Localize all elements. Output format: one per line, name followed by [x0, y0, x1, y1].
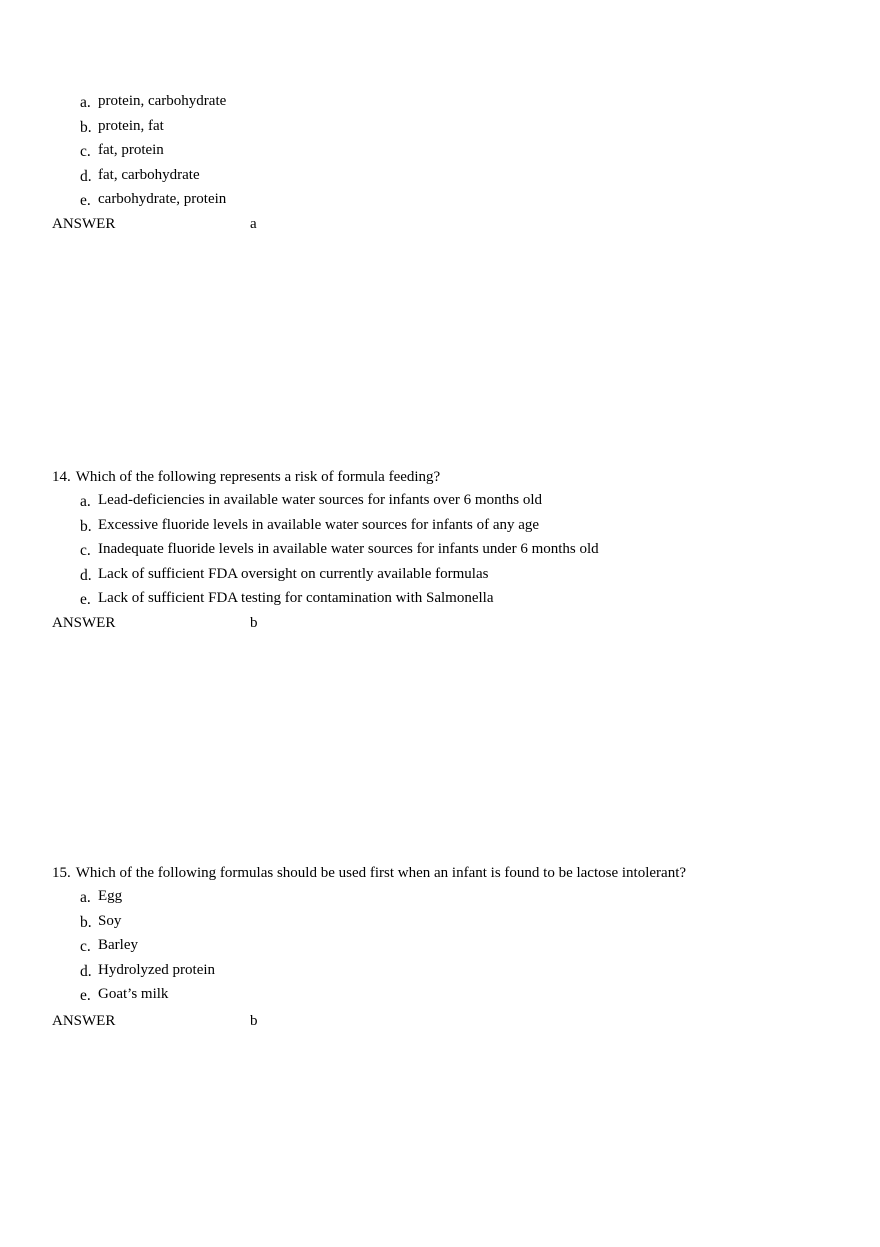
option-letter: c.: [80, 143, 91, 160]
question-15-option-b: [52, 909, 686, 934]
question-14-option-c: [52, 537, 599, 562]
question-14-option-a: [52, 488, 543, 513]
answer-label: ANSWER: [52, 614, 116, 631]
option-text: Inadequate fluoride levels in available water sources for infants under 6 months old: [98, 541, 599, 557]
question-number: 15.: [52, 865, 71, 881]
question-14-block: [52, 466, 599, 635]
option-letter: c.: [80, 938, 91, 955]
option-letter: e.: [80, 987, 91, 1004]
option-text: Lack of sufficient FDA testing for contamination with Salmonella: [98, 590, 494, 606]
option-letter: a.: [80, 94, 91, 111]
option-letter: d.: [80, 167, 92, 185]
option-letter: b.: [80, 913, 92, 931]
question-15-answer: [52, 1009, 686, 1033]
question-15-option-e: [52, 982, 686, 1007]
question-text: Which of the following formulas should be used first when an infant is found to be lactose intolerant?: [75, 865, 687, 881]
option-text: Excessive fluoride levels in available water sources for infants of any age: [98, 516, 540, 533]
question-15-option-a: [52, 884, 686, 909]
option-letter: e.: [80, 192, 91, 209]
option-text: Lack of sufficient FDA oversight on currently available formulas: [98, 565, 489, 582]
option-text: Goat’s milk: [98, 986, 169, 1002]
question-15-option-c: [52, 933, 686, 958]
answer-label: ANSWER: [52, 215, 116, 232]
question-14-option-e: [52, 586, 494, 611]
question-14-stem: [52, 466, 440, 488]
option-text: fat, protein: [98, 142, 164, 158]
question-14-option-b: [52, 513, 540, 538]
option-letter: e.: [80, 591, 91, 608]
option-text: Egg: [98, 888, 123, 904]
option-text: carbohydrate, protein: [98, 191, 227, 207]
option-letter: a.: [80, 889, 91, 906]
option-text: protein, carbohydrate: [98, 93, 227, 109]
question-15-stem: [52, 862, 686, 884]
option-text: Lead-deficiencies in available water sources for infants over 6 months old: [98, 492, 543, 508]
answer-label: ANSWER: [52, 1012, 116, 1029]
option-text: Hydrolyzed protein: [98, 961, 216, 978]
answer-value: b: [250, 614, 258, 631]
option-letter: a.: [80, 493, 91, 510]
option-letter: b.: [80, 517, 92, 535]
option-text: fat, carbohydrate: [98, 166, 200, 183]
option-letter: c.: [80, 542, 91, 559]
answer-value: b: [250, 1012, 258, 1029]
option-text: Soy: [98, 912, 122, 929]
question-15-option-d: [52, 958, 686, 983]
question-number: 14.: [52, 469, 71, 485]
question-14-answer: [52, 611, 440, 635]
answer-value: a: [250, 215, 257, 232]
question-15-block: [52, 862, 686, 1033]
option-text: Barley: [98, 937, 138, 953]
option-text: protein, fat: [98, 117, 164, 134]
option-letter: b.: [80, 118, 92, 136]
question-text: Which of the following represents a risk of formula feeding?: [75, 469, 441, 485]
option-letter: d.: [80, 962, 92, 980]
question-14-option-d: [52, 562, 489, 587]
option-letter: d.: [80, 566, 92, 584]
